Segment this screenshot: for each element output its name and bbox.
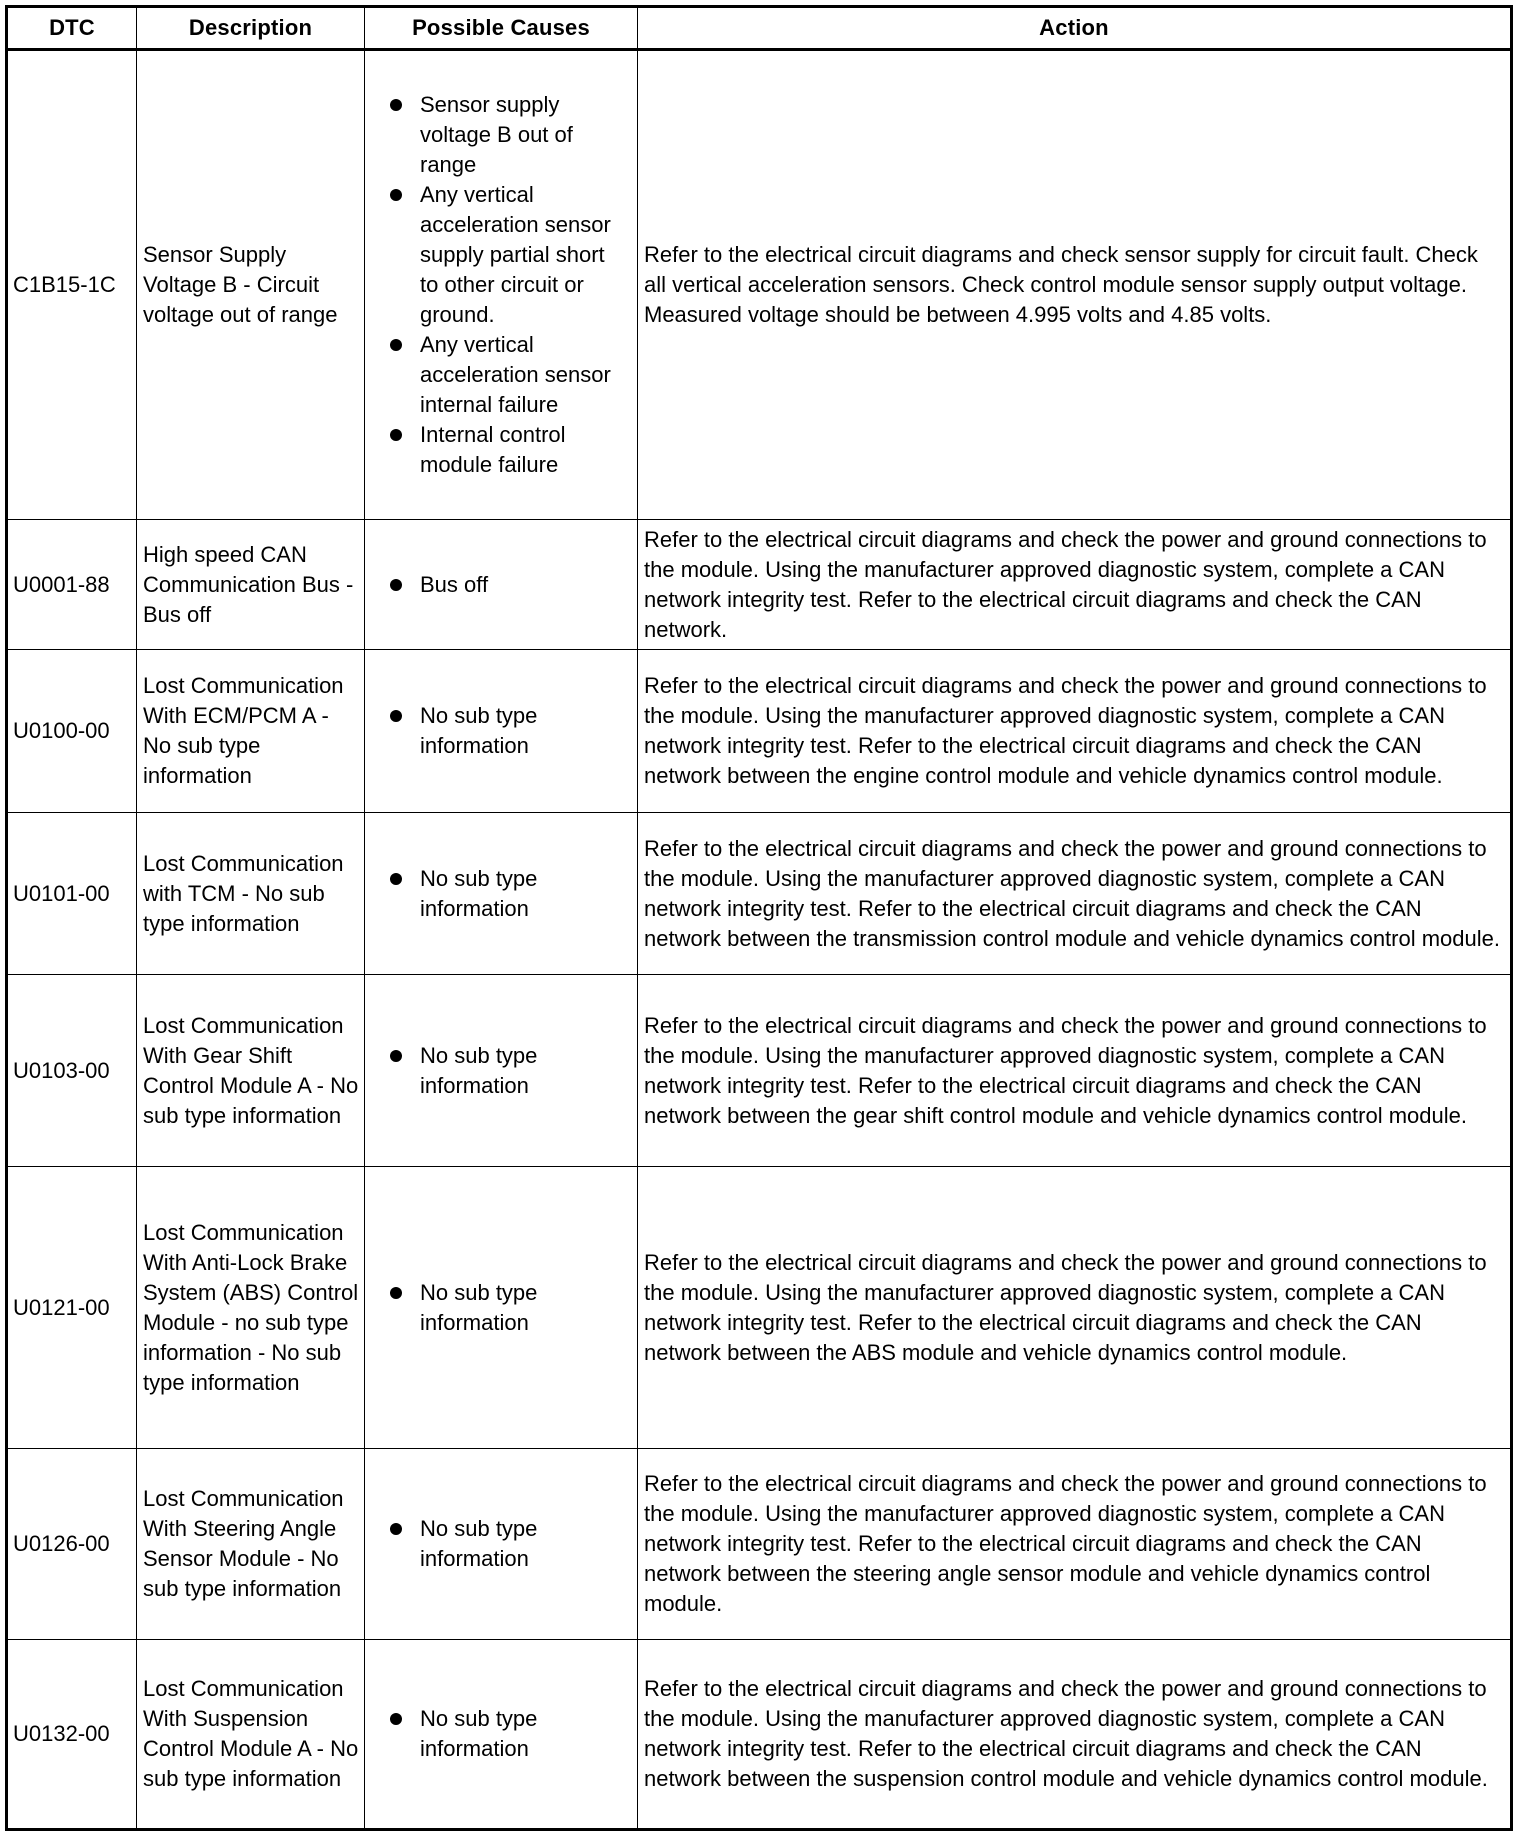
causes-list <box>370 701 632 761</box>
bullet-icon <box>390 1050 402 1062</box>
dtc-action: Refer to the electrical circuit diagrams and check the power and ground connections to the module. Using the manufacturer approved diagnostic system, complete a CAN network integrity test. Refer to the electrical circuit diagrams and check the CAN network between the ABS module and vehicle dynamics control module. <box>638 1167 1512 1449</box>
cause-item <box>370 701 632 761</box>
dtc-code: U0103-00 <box>7 975 137 1167</box>
bullet-icon <box>390 99 402 111</box>
table-header-row <box>7 7 1512 50</box>
header-possible-causes: Possible Causes <box>365 7 638 50</box>
cause-item <box>370 864 632 924</box>
bullet-icon <box>390 189 402 201</box>
cause-item <box>370 570 632 600</box>
possible-causes <box>365 1640 638 1830</box>
cause-text: No sub type information <box>420 865 538 921</box>
dtc-action: Refer to the electrical circuit diagrams and check the power and ground connections to the module. Using the manufacturer approved diagnostic system, complete a CAN network integrity test. Refer to the electrical circuit diagrams and check the CAN network. <box>638 520 1512 650</box>
possible-causes <box>365 50 638 520</box>
cause-text: Sensor supply voltage B out of range <box>420 92 573 177</box>
cause-item <box>370 180 632 330</box>
dtc-code: U0101-00 <box>7 813 137 975</box>
header-action: Action <box>638 7 1512 50</box>
dtc-action: Refer to the electrical circuit diagrams and check the power and ground connections to the module. Using the manufacturer approved diagnostic system, complete a CAN network integrity test. Refer to the electrical circuit diagrams and check the CAN network between the suspension control module and vehicle dynamics control module. <box>638 1640 1512 1830</box>
header-description: Description <box>137 7 365 50</box>
table-row <box>7 1449 1512 1640</box>
table-row <box>7 813 1512 975</box>
cause-text: No sub type information <box>420 1706 538 1761</box>
header-dtc: DTC <box>7 7 137 50</box>
bullet-icon <box>390 1713 402 1725</box>
cause-text: Any vertical acceleration sensor supply partial short to other circuit or ground. <box>420 182 611 327</box>
cause-item <box>370 420 632 480</box>
dtc-description: Sensor Supply Voltage B - Circuit voltage out of range <box>137 50 365 520</box>
dtc-code: U0001-88 <box>7 520 137 650</box>
dtc-description: Lost Communication With Anti-Lock Brake System (ABS) Control Module - no sub type information - No sub type information <box>137 1167 365 1449</box>
dtc-code: U0121-00 <box>7 1167 137 1449</box>
causes-list <box>370 1514 632 1574</box>
causes-list <box>370 90 632 480</box>
cause-item <box>370 1704 632 1764</box>
cause-text: Bus off <box>420 571 489 597</box>
bullet-icon <box>390 339 402 351</box>
dtc-code: U0126-00 <box>7 1449 137 1640</box>
cause-item <box>370 330 632 420</box>
cause-item <box>370 90 632 180</box>
causes-list <box>370 1041 632 1101</box>
cause-text: No sub type information <box>420 1279 538 1335</box>
dtc-code: U0132-00 <box>7 1640 137 1830</box>
table-row <box>7 50 1512 520</box>
dtc-description: Lost Communication With Suspension Control Module A - No sub type information <box>137 1640 365 1830</box>
dtc-description: Lost Communication with TCM - No sub type information <box>137 813 365 975</box>
dtc-description: Lost Communication With Gear Shift Control Module A - No sub type information <box>137 975 365 1167</box>
possible-causes <box>365 650 638 813</box>
bullet-icon <box>390 1287 402 1299</box>
possible-causes <box>365 520 638 650</box>
dtc-action: Refer to the electrical circuit diagrams and check the power and ground connections to the module. Using the manufacturer approved diagnostic system, complete a CAN network integrity test. Refer to the electrical circuit diagrams and check the CAN network between the gear shift control module and vehicle dynamics control module. <box>638 975 1512 1167</box>
dtc-action: Refer to the electrical circuit diagrams and check sensor supply for circuit fault. Check all vertical acceleration sensors. Check control module sensor supply output voltage. Measured voltage should be between 4.995 volts and 4.85 volts. <box>638 50 1512 520</box>
dtc-action: Refer to the electrical circuit diagrams and check the power and ground connections to the module. Using the manufacturer approved diagnostic system, complete a CAN network integrity test. Refer to the electrical circuit diagrams and check the CAN network between the steering angle sensor module and vehicle dynamics control module. <box>638 1449 1512 1640</box>
table-row <box>7 520 1512 650</box>
dtc-action: Refer to the electrical circuit diagrams and check the power and ground connections to the module. Using the manufacturer approved diagnostic system, complete a CAN network integrity test. Refer to the electrical circuit diagrams and check the CAN network between the engine control module and vehicle dynamics control module. <box>638 650 1512 813</box>
bullet-icon <box>390 710 402 722</box>
table-row <box>7 1640 1512 1830</box>
possible-causes <box>365 1449 638 1640</box>
table-row <box>7 650 1512 813</box>
dtc-code: C1B15-1C <box>7 50 137 520</box>
cause-item <box>370 1041 632 1101</box>
possible-causes <box>365 975 638 1167</box>
table-row <box>7 975 1512 1167</box>
dtc-description: Lost Communication With ECM/PCM A - No sub type information <box>137 650 365 813</box>
bullet-icon <box>390 1523 402 1535</box>
cause-item <box>370 1278 632 1338</box>
causes-list <box>370 570 632 600</box>
possible-causes <box>365 813 638 975</box>
cause-item <box>370 1514 632 1574</box>
cause-text: No sub type information <box>420 1516 538 1571</box>
bullet-icon <box>390 873 402 885</box>
cause-text: No sub type information <box>420 703 538 758</box>
dtc-table <box>5 5 1513 1831</box>
dtc-action: Refer to the electrical circuit diagrams and check the power and ground connections to the module. Using the manufacturer approved diagnostic system, complete a CAN network integrity test. Refer to the electrical circuit diagrams and check the CAN network between the transmission control module and vehicle dynamics control module. <box>638 813 1512 975</box>
dtc-code: U0100-00 <box>7 650 137 813</box>
causes-list <box>370 1704 632 1764</box>
table-row <box>7 1167 1512 1449</box>
cause-text: Any vertical acceleration sensor internal failure <box>420 332 611 417</box>
table-body <box>7 50 1512 1830</box>
cause-text: No sub type information <box>420 1042 538 1098</box>
possible-causes <box>365 1167 638 1449</box>
causes-list <box>370 864 632 924</box>
dtc-description: High speed CAN Communication Bus - Bus off <box>137 520 365 650</box>
dtc-description: Lost Communication With Steering Angle Sensor Module - No sub type information <box>137 1449 365 1640</box>
bullet-icon <box>390 429 402 441</box>
bullet-icon <box>390 579 402 591</box>
cause-text: Internal control module failure <box>420 422 566 477</box>
causes-list <box>370 1278 632 1338</box>
